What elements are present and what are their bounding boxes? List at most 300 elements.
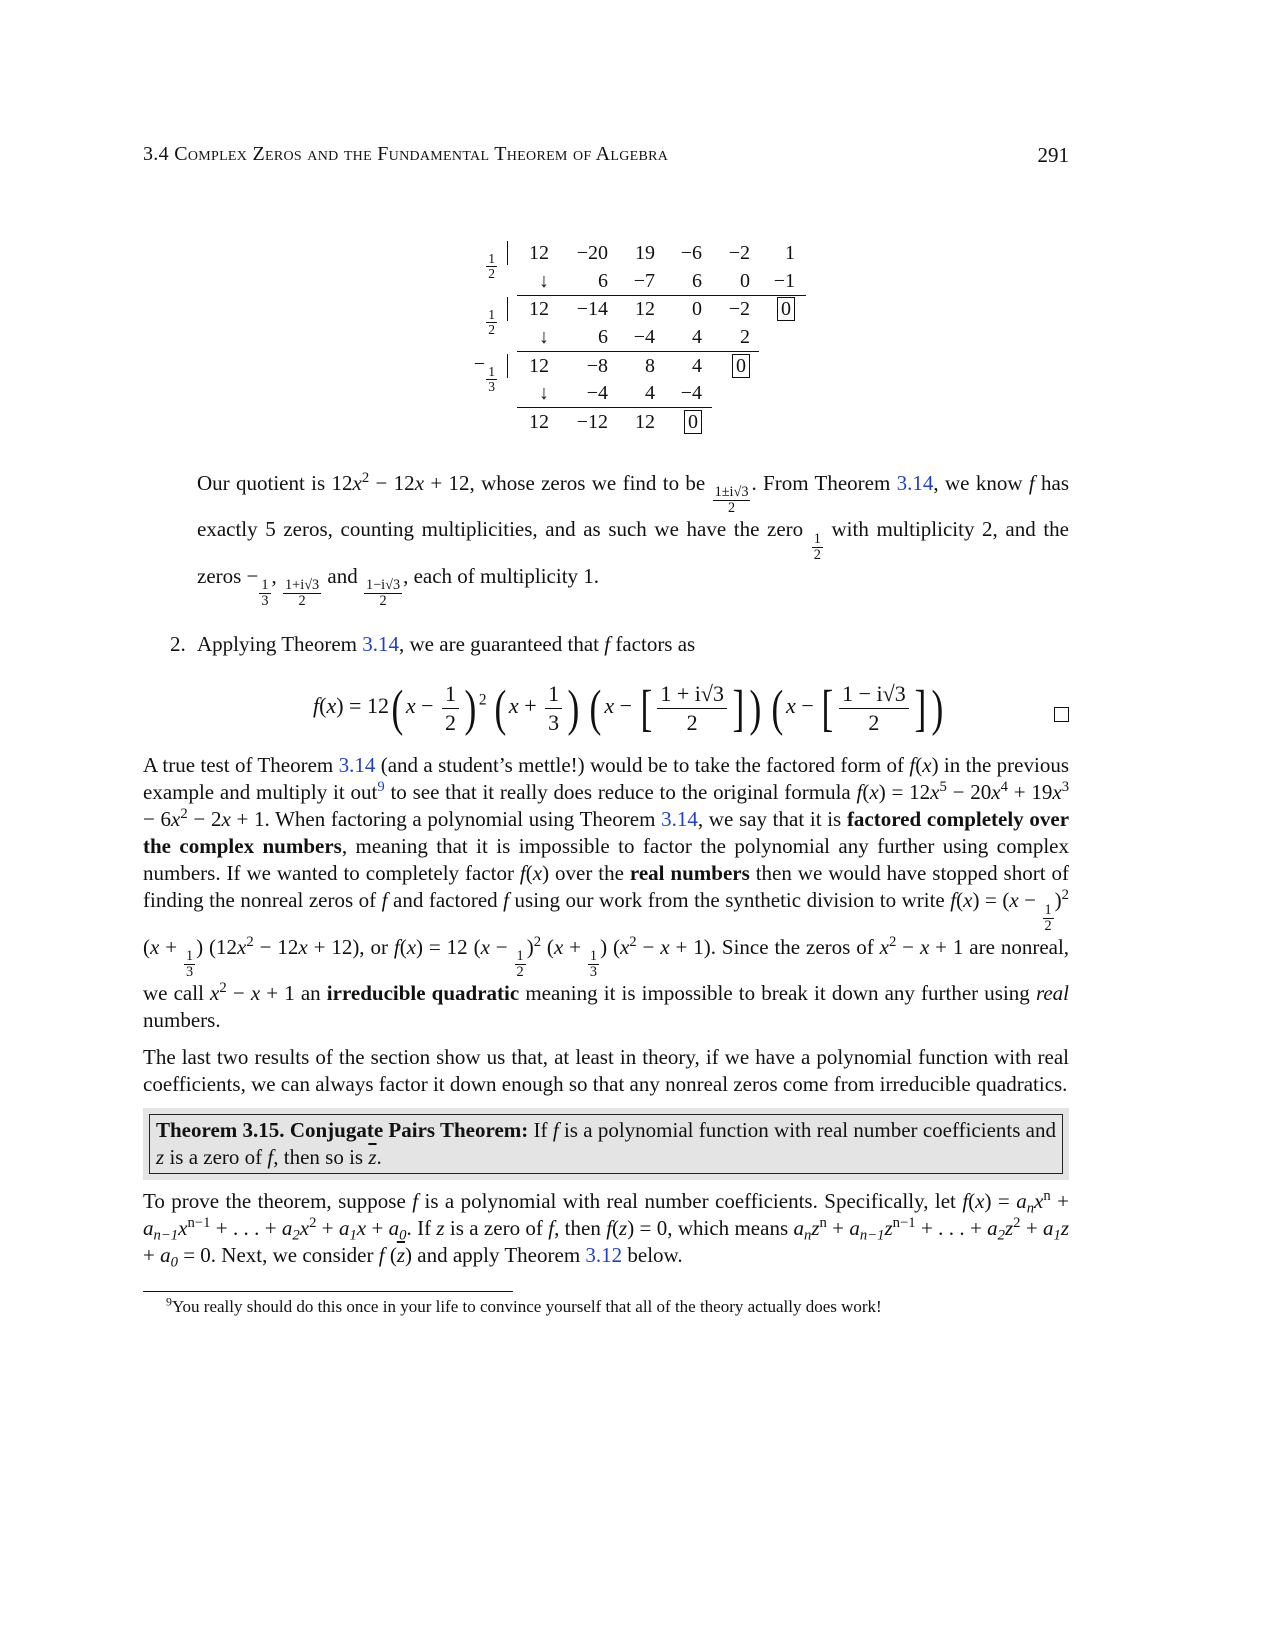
conjugate: $\overline{z}$	[396, 1242, 406, 1267]
division-cell	[611, 381, 655, 405]
math-var: f	[950, 888, 957, 913]
text: +	[159, 934, 183, 959]
text: + 1. When factoring a polynomial using Theorem	[230, 807, 662, 832]
superscript: n	[1043, 1187, 1051, 1204]
superscript: 2	[361, 469, 370, 486]
math-var: x	[869, 780, 879, 805]
division-cell	[706, 241, 750, 265]
math-var: x	[963, 888, 973, 913]
text: . From Theorem	[751, 471, 897, 495]
text: to see that it really does reduce to the original formula	[384, 780, 857, 805]
cell-value: 12	[529, 298, 549, 320]
large-delimiter: (	[391, 679, 404, 736]
conjugate: $\overline{z}$	[368, 1144, 377, 1169]
denominator: 2	[868, 709, 880, 735]
large-delimiter: [	[640, 679, 652, 736]
math-var: f	[548, 1215, 555, 1240]
division-cell	[658, 269, 702, 293]
text: below.	[622, 1242, 683, 1267]
division-rule	[517, 407, 712, 408]
denominator: 2	[686, 709, 698, 735]
cell-value: −4	[680, 382, 702, 404]
text: The last two results of the section show us that, at least in theory, if we have a polynomial function with real coefficients, we can always factor it down enough so that any nonreal zeros come from irreducible quadratics.	[143, 1044, 1069, 1096]
cell-value: −12	[576, 411, 608, 433]
text: , then so is	[273, 1144, 369, 1169]
large-delimiter: ]	[732, 679, 745, 736]
cell-value: ↓	[539, 326, 549, 348]
cell-value: 12	[635, 411, 655, 433]
numerator: 1	[1044, 901, 1052, 918]
qed-square-icon	[1054, 707, 1069, 722]
superscript: 2	[1061, 887, 1069, 904]
text: − 12	[253, 934, 299, 959]
large-delimiter: )	[931, 679, 943, 736]
division-cell	[505, 241, 549, 265]
math-var: x	[414, 471, 425, 495]
list-item-number: 2.	[170, 632, 186, 657]
text: ) (12	[196, 934, 238, 959]
large-delimiter: (	[771, 679, 784, 736]
numerator: 1	[813, 530, 821, 547]
text: − 12	[369, 471, 415, 495]
cell-value: −4	[633, 326, 655, 348]
numerator: 1−i√3	[365, 577, 401, 594]
text: , then	[554, 1215, 607, 1240]
math-var: z	[619, 1215, 628, 1240]
math-var: f	[393, 934, 400, 959]
math-var: x	[171, 807, 181, 832]
text: )	[526, 934, 534, 959]
math-var: z	[884, 1215, 893, 1240]
division-cell	[706, 354, 750, 378]
math-var: x	[1009, 888, 1019, 913]
math-var: f	[1028, 471, 1035, 495]
math-var: x	[298, 934, 308, 959]
display-fraction	[545, 680, 562, 736]
superscript: 2	[1013, 1214, 1021, 1231]
numerator: 1	[589, 947, 598, 964]
text: (	[956, 888, 964, 913]
text: Our quotient is 12	[197, 471, 353, 495]
cell-value: −20	[576, 242, 608, 264]
math-var: x	[237, 934, 247, 959]
text: , meaning that it is impossible to factor the polynomial any further using complex numbers. If we wanted to completely factor	[143, 834, 1069, 886]
footnote	[166, 1296, 1069, 1318]
cell-value: −7	[633, 270, 655, 292]
cell-value: −2	[728, 298, 750, 320]
denominator: 2	[445, 709, 456, 735]
math-var: x	[532, 861, 543, 886]
superscript: 4	[1000, 779, 1008, 796]
large-delimiter: )	[464, 679, 477, 736]
fraction	[259, 578, 270, 609]
text: (	[384, 1242, 397, 1267]
list-item-text	[197, 631, 1069, 658]
math-var: x	[553, 934, 564, 959]
text: (	[399, 934, 407, 959]
text: ) and apply Theorem	[405, 1242, 586, 1267]
math-var: f	[606, 1215, 613, 1240]
math-var: a	[849, 1215, 860, 1240]
denominator: 2	[1044, 917, 1052, 934]
math-var: x	[356, 1215, 367, 1240]
large-delimiter: ]	[914, 679, 927, 736]
bold-term: irreducible quadratic	[326, 980, 520, 1005]
text: A true test of Theorem	[143, 753, 339, 778]
denominator: 2	[488, 322, 495, 338]
math-var: f	[412, 1188, 419, 1213]
text: (	[915, 753, 923, 778]
text: (	[143, 934, 150, 959]
division-cell	[611, 241, 655, 265]
fraction	[364, 578, 402, 609]
divisor-fraction	[486, 308, 497, 338]
superscript: 5	[939, 779, 947, 796]
text: , we know	[933, 471, 1029, 495]
text: ) = 0, which means	[627, 1215, 794, 1240]
cell-value: 8	[645, 355, 655, 377]
text: with multiplicity 2, and the zeros −	[197, 517, 1069, 588]
cell-value: −14	[576, 298, 608, 320]
denominator: 3	[488, 379, 495, 395]
subscript: 0	[399, 1227, 407, 1244]
division-cell	[658, 381, 702, 405]
numerator: 1	[545, 680, 562, 709]
cell-value: 4	[645, 382, 655, 404]
math-var: x	[250, 980, 261, 1005]
division-cell	[751, 297, 795, 321]
cell-value: 12	[529, 411, 549, 433]
denominator: 2	[379, 593, 387, 610]
bold-term: real numbers	[629, 861, 750, 886]
division-cell	[611, 297, 655, 321]
superscript: 2	[478, 691, 487, 709]
division-cell	[564, 325, 608, 349]
cell-value: 2	[740, 326, 750, 348]
division-cell	[564, 354, 608, 378]
text: ) = 12	[878, 780, 931, 805]
cell-value: −8	[586, 355, 608, 377]
text: +	[518, 693, 543, 719]
math-var: x	[975, 1188, 985, 1213]
math-var: a	[388, 1215, 400, 1240]
math-var: x	[480, 934, 490, 959]
running-header: 3.4 Complex Zeros and the Fundamental Theorem of Algebra	[143, 143, 669, 165]
text: + 12), or	[307, 934, 394, 959]
large-delimiter: )	[749, 679, 762, 736]
large-delimiter: [	[821, 679, 834, 736]
denominator: 2	[727, 500, 736, 517]
division-cell	[611, 410, 655, 434]
math-var: x	[919, 934, 930, 959]
down-arrow-icon	[505, 325, 549, 349]
text: meaning it is impossible to break it down any further using	[519, 980, 1036, 1005]
text: is a polynomial with real number coefficients. Specifically, let	[418, 1188, 963, 1213]
text: (and a student’s mettle!) would be to take the factored form of	[375, 753, 910, 778]
remainder-box: 0	[684, 410, 702, 434]
math-var: x	[991, 780, 1001, 805]
math-var: x	[405, 693, 416, 719]
text: ) =	[984, 1188, 1017, 1213]
down-arrow-icon	[505, 269, 549, 293]
math-var: x	[619, 934, 630, 959]
division-cell	[706, 297, 750, 321]
text: , we are guaranteed that	[399, 632, 605, 657]
text: − 20	[946, 780, 992, 805]
text: (	[541, 934, 554, 959]
text: + 12, whose zeros we find to be	[424, 471, 712, 495]
division-cell	[658, 241, 702, 265]
numerator: 1 + i√3	[657, 680, 727, 709]
cell-value: 1	[785, 242, 795, 264]
superscript: 2	[219, 979, 227, 996]
theorem-link[interactable]: 3.14	[896, 471, 934, 495]
paragraph-true-test	[143, 752, 1069, 1034]
math-var: z	[811, 1215, 820, 1240]
superscript: 3	[1061, 779, 1070, 796]
division-cell	[751, 241, 795, 265]
math-var: z	[156, 1144, 165, 1169]
text: −	[896, 934, 920, 959]
text: −	[1018, 888, 1042, 913]
text: = 0. Next, we consider	[177, 1242, 379, 1267]
math-var: z	[1060, 1215, 1070, 1240]
text: −	[795, 693, 820, 719]
display-fraction	[442, 680, 459, 736]
divisor	[442, 295, 498, 338]
fraction	[588, 949, 599, 980]
division-cell	[505, 354, 549, 378]
division-rule	[517, 295, 806, 296]
math-var: f	[378, 1242, 385, 1267]
text	[487, 693, 493, 718]
theorem-link[interactable]: 3.14	[338, 753, 376, 778]
text: and	[322, 563, 363, 588]
math-var: x	[406, 934, 417, 959]
division-cell	[658, 297, 702, 321]
text: (	[968, 1188, 976, 1213]
math-var: a	[1016, 1188, 1027, 1213]
math-var: f	[267, 1144, 274, 1169]
text: (	[319, 693, 327, 719]
superscript: 2	[309, 1214, 317, 1231]
superscript: n−1	[187, 1214, 211, 1231]
text: (	[862, 780, 870, 805]
math-var: f	[552, 1117, 559, 1142]
denominator: 3	[185, 963, 194, 980]
cell-value: 6	[598, 326, 608, 348]
cell-value: ↓	[539, 382, 549, 404]
math-var: f	[313, 693, 320, 719]
subscript: 2	[292, 1227, 300, 1244]
math-var: x	[352, 471, 362, 495]
footnote-rule	[143, 1291, 513, 1292]
paragraph-proof	[143, 1188, 1069, 1269]
text: using our work from the synthetic division to write	[509, 888, 951, 913]
text: −	[636, 934, 661, 959]
theorem-link[interactable]: 3.14	[362, 632, 400, 657]
down-arrow-icon	[505, 381, 549, 405]
text: ) = 12 (	[416, 934, 481, 959]
math-var: f	[604, 632, 611, 657]
division-cell	[706, 325, 750, 349]
denominator: 2	[516, 963, 524, 980]
body-text	[143, 470, 1069, 1318]
denominator: 3	[589, 963, 598, 980]
superscript: 2	[533, 933, 542, 950]
remainder-box: 0	[777, 297, 795, 321]
math-var: z	[1004, 1215, 1014, 1240]
text: + 1 an	[260, 980, 327, 1005]
factored-equation	[143, 676, 1069, 736]
text: then we would have stopped short of finding the nonreal zeros of	[143, 861, 1069, 913]
text: −	[614, 693, 638, 719]
subscript: 1	[1053, 1227, 1061, 1244]
division-cell	[611, 354, 655, 378]
text: +	[366, 1215, 389, 1240]
cell-value: 6	[598, 270, 608, 292]
math-var: x	[221, 807, 231, 832]
math-var: f	[909, 753, 916, 778]
subscript: n	[1026, 1200, 1035, 1217]
equation-body	[313, 679, 945, 736]
text: + 1). Since the zeros of	[669, 934, 880, 959]
divisor	[442, 352, 498, 395]
fraction	[1043, 903, 1054, 934]
numerator: 1	[261, 577, 269, 594]
division-cell	[658, 410, 702, 434]
text: ,	[271, 563, 283, 588]
superscript: 2	[246, 933, 254, 950]
numerator: 1±i√3	[714, 484, 749, 501]
math-var: x	[660, 934, 670, 959]
theorem-3-15	[149, 1114, 1063, 1174]
theorem-link[interactable]: 3.12	[585, 1242, 623, 1267]
text: and factored	[387, 888, 504, 913]
divisor	[442, 239, 498, 282]
remainder-box: 0	[732, 354, 750, 378]
numerator: 1	[488, 364, 495, 380]
math-var: f	[381, 888, 388, 913]
theorem-link[interactable]: 3.14	[661, 807, 698, 832]
cell-value: 19	[635, 242, 655, 264]
text: − 2	[187, 807, 222, 832]
text: ) (	[600, 934, 620, 959]
superscript: 2	[629, 933, 637, 950]
math-var: f	[856, 780, 863, 805]
subscript: n	[803, 1227, 812, 1244]
bold-term: factored completely over the complex numbers	[143, 807, 1070, 859]
display-fraction	[839, 680, 909, 736]
math-var: x	[922, 753, 932, 778]
text: is a polynomial function with real number coefficients and	[558, 1117, 1056, 1142]
superscript: 2	[180, 806, 188, 823]
numerator: 1+i√3	[285, 577, 320, 594]
paragraph-last-results	[143, 1044, 1069, 1098]
text: (	[612, 1215, 620, 1240]
text: is a zero of	[164, 1144, 268, 1169]
math-var: a	[143, 1215, 154, 1240]
subscript: n−1	[859, 1227, 885, 1244]
paragraph-quotient	[197, 470, 1069, 609]
division-cell	[505, 410, 549, 434]
text: is a zero of	[444, 1215, 549, 1240]
cell-value: ↓	[539, 270, 549, 292]
text: −	[226, 980, 251, 1005]
text: factors as	[610, 632, 696, 657]
text: has exactly 5 zeros, counting multiplicities, and as such we have the zero	[197, 471, 1070, 542]
cell-value: 0	[692, 298, 702, 320]
text: +	[143, 1242, 161, 1267]
math-var: x	[150, 934, 160, 959]
text: ) = 12	[336, 693, 389, 719]
numerator: 1	[516, 947, 524, 964]
divisor-sign: −	[473, 353, 486, 375]
cell-value: 4	[692, 355, 702, 377]
fraction	[713, 485, 751, 516]
text: numbers.	[143, 1007, 221, 1032]
display-fraction	[657, 680, 727, 736]
text: , we say that it is	[697, 807, 847, 832]
numerator: 1	[185, 947, 194, 964]
numerator: 1	[442, 680, 459, 709]
denominator: 2	[488, 266, 495, 282]
footnote-link[interactable]: 9	[377, 779, 385, 796]
division-cell	[505, 297, 549, 321]
cell-value: −2	[728, 242, 750, 264]
cell-value: −6	[680, 242, 702, 264]
fraction	[184, 949, 195, 980]
cell-value: 0	[740, 270, 750, 292]
text: )	[1054, 888, 1062, 913]
text: +	[1050, 1188, 1069, 1213]
cell-value: 12	[529, 242, 549, 264]
division-cell	[564, 269, 608, 293]
large-delimiter: )	[567, 679, 580, 736]
division-rule	[517, 351, 759, 352]
division-cell	[564, 297, 608, 321]
superscript: n−1	[892, 1214, 916, 1231]
math-var: x	[299, 1215, 310, 1240]
text: To prove the theorem, suppose	[143, 1188, 413, 1213]
math-var: a	[338, 1215, 350, 1240]
fraction	[283, 578, 321, 609]
division-cell	[611, 325, 655, 349]
math-var: f	[962, 1188, 969, 1213]
fraction	[812, 532, 823, 563]
division-cell	[658, 354, 702, 378]
divisor-fraction	[486, 365, 497, 395]
cell-value: 12	[635, 298, 655, 320]
text: (	[525, 861, 533, 886]
division-cell	[751, 269, 795, 293]
text: +	[316, 1215, 339, 1240]
text: . If	[406, 1215, 437, 1240]
text	[582, 693, 588, 718]
math-var: f	[503, 888, 510, 913]
text: .	[376, 1144, 382, 1169]
text: + 1 are nonreal, we call	[143, 934, 1070, 1005]
text: + 19	[1007, 780, 1053, 805]
denominator: 2	[813, 546, 821, 563]
fraction	[515, 949, 526, 980]
division-cell	[564, 241, 608, 265]
math-var: a	[987, 1215, 998, 1240]
math-var: f	[519, 861, 526, 886]
subscript: 0	[170, 1254, 178, 1271]
cell-value: 4	[692, 326, 702, 348]
bold-term: Theorem 3.15. Conjugate Pairs Theorem:	[156, 1117, 529, 1142]
